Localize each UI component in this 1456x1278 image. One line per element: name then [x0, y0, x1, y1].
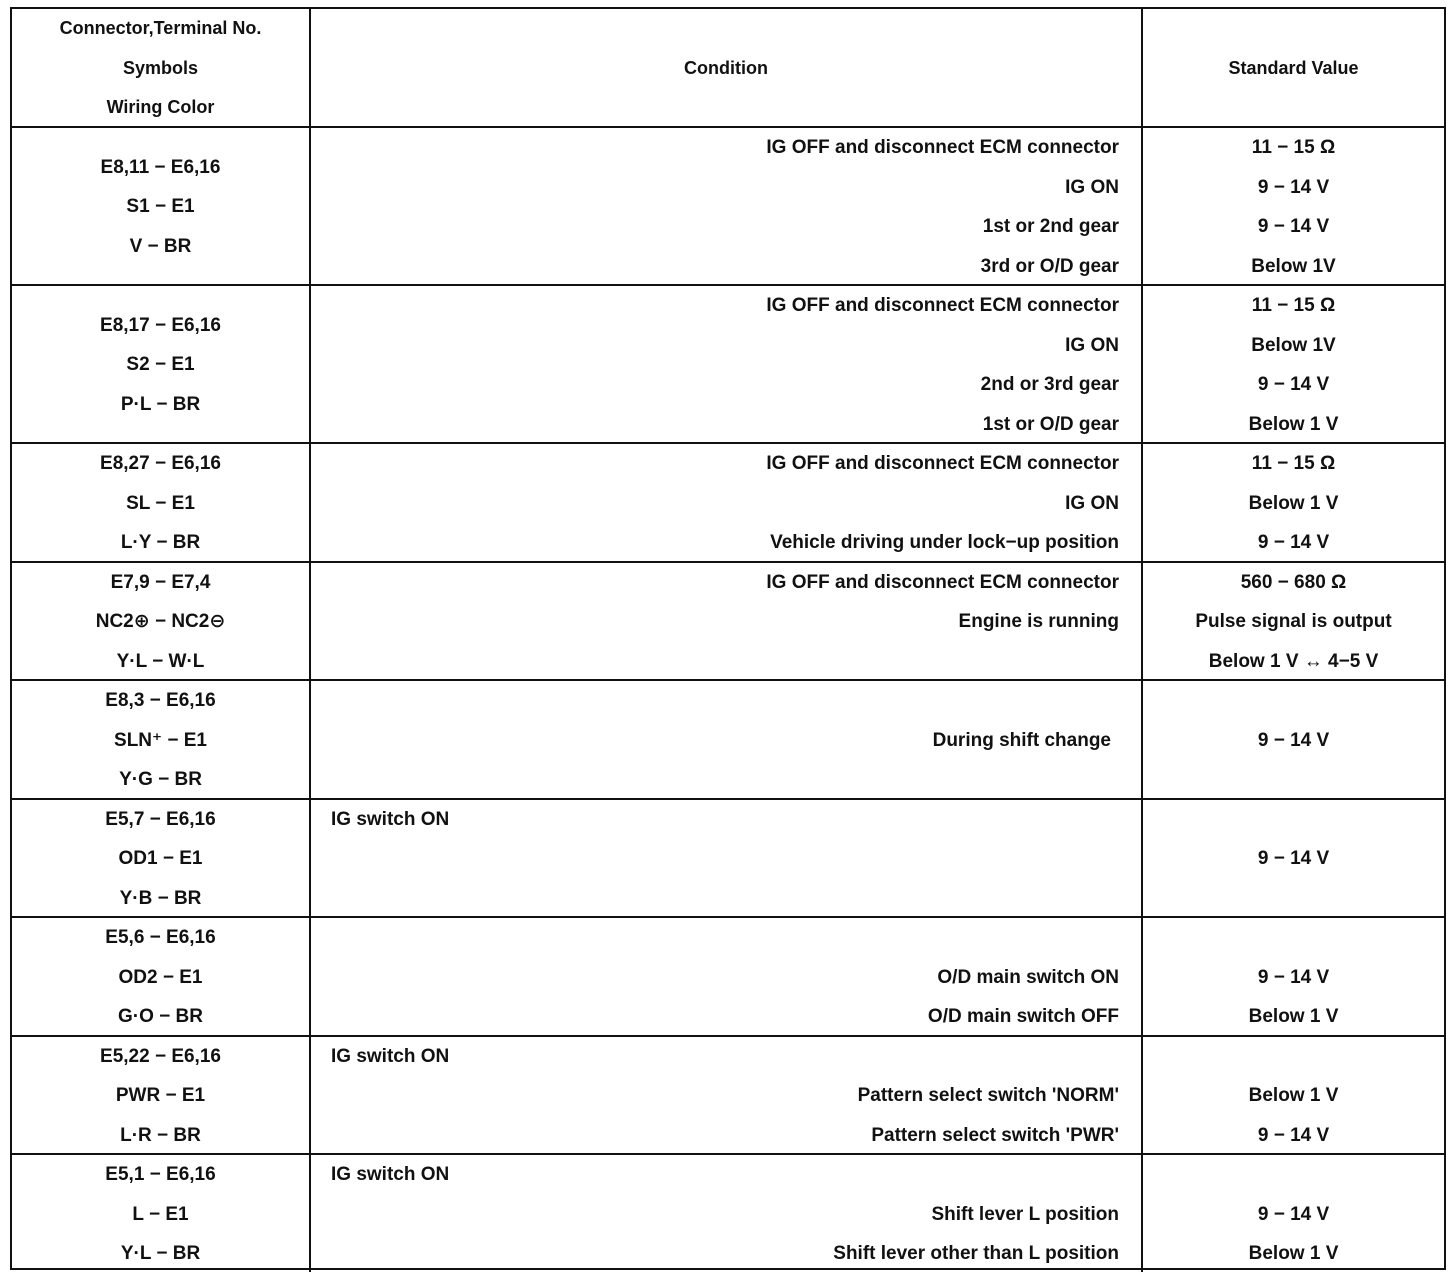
table-row [12, 681, 1444, 800]
standard-value-cell [1143, 918, 1444, 1035]
standard-value: Below 1V [1251, 334, 1336, 356]
standard-value-cell [1143, 800, 1444, 917]
condition-text: IG OFF and disconnect ECM connector [766, 453, 1119, 474]
condition-text: O/D main switch OFF [927, 1006, 1119, 1027]
table-row [12, 286, 1444, 444]
table-row [12, 563, 1444, 682]
condition-cell [311, 444, 1143, 561]
terminal-symbol: NC2⊕ − NC2⊖ [95, 611, 226, 632]
wiring-color: Y·L − BR [120, 1243, 201, 1264]
standard-value: 9 − 14 V [1257, 1203, 1330, 1225]
standard-value: 11 − 15 Ω [1251, 453, 1336, 474]
condition-text: IG switch ON [331, 1164, 450, 1185]
terminal-cell [12, 286, 311, 442]
standard-value: Below 1 V [1248, 413, 1339, 435]
table-row [12, 1155, 1444, 1272]
condition-text: IG OFF and disconnect ECM connector [766, 137, 1119, 158]
condition-text: IG ON [1065, 492, 1119, 514]
header-condition-label: Condition [684, 57, 768, 78]
terminal-symbol: OD2 − E1 [118, 966, 203, 988]
header-connector-label: Connector,Terminal No. [59, 18, 262, 38]
standard-value: Below 1 V [1248, 1243, 1339, 1264]
standard-value-cell [1143, 286, 1444, 442]
condition-cell [311, 1037, 1143, 1154]
terminal-cell [12, 681, 311, 798]
condition-cell [311, 128, 1143, 284]
condition-text: Vehicle driving under lock−up position [770, 532, 1119, 553]
condition-text: IG switch ON [331, 808, 450, 830]
standard-value-cell [1143, 1155, 1444, 1272]
standard-value-cell [1143, 681, 1444, 798]
condition-cell [311, 1155, 1143, 1272]
condition-text: Pattern select switch 'NORM' [857, 1085, 1119, 1106]
terminal-cell [12, 444, 311, 561]
wiring-color: L·R − BR [120, 1124, 201, 1146]
condition-text: 1st or O/D gear [982, 413, 1119, 435]
terminal-spec-table [10, 7, 1446, 1270]
terminal-no: E8,3 − E6,16 [105, 690, 216, 711]
header-standard-cell [1143, 9, 1444, 126]
condition-text: O/D main switch ON [937, 966, 1119, 988]
terminal-no: E8,27 − E6,16 [100, 453, 221, 474]
standard-value-cell [1143, 444, 1444, 561]
wiring-color: P·L − BR [120, 393, 201, 415]
terminal-no: E5,6 − E6,16 [105, 927, 216, 948]
standard-value: 560 − 680 Ω [1240, 571, 1347, 593]
condition-text: IG switch ON [331, 1045, 450, 1067]
standard-value: Below 1 V ↔ 4−5 V [1208, 650, 1379, 672]
standard-value: 9 − 14 V [1257, 374, 1330, 395]
header-connector-cell [12, 9, 311, 126]
condition-text: During shift change [932, 729, 1111, 751]
condition-text: IG ON [1065, 176, 1119, 198]
table-row [12, 128, 1444, 286]
condition-text: Pattern select switch 'PWR' [871, 1124, 1119, 1146]
header-condition-cell [311, 9, 1143, 126]
terminal-symbol: PWR − E1 [115, 1085, 206, 1106]
wiring-color: Y·G − BR [119, 769, 202, 790]
condition-cell [311, 800, 1143, 917]
table-header [12, 9, 1444, 128]
standard-value: 11 − 15 Ω [1251, 295, 1336, 316]
header-wiring-label: Wiring Color [106, 97, 215, 117]
terminal-symbol: SL − E1 [126, 492, 195, 514]
standard-value: 9 − 14 V [1257, 966, 1330, 988]
standard-value-cell [1143, 128, 1444, 284]
standard-value-cell [1143, 563, 1444, 680]
table-row [12, 800, 1444, 919]
condition-text: IG ON [1065, 334, 1119, 356]
condition-cell [311, 918, 1143, 1035]
terminal-cell [12, 800, 311, 917]
condition-text: 3rd or O/D gear [980, 255, 1119, 277]
terminal-symbol: S1 − E1 [126, 196, 195, 218]
terminal-no: E5,1 − E6,16 [105, 1164, 216, 1185]
header-standard-label: Standard Value [1228, 57, 1359, 78]
table-row [12, 444, 1444, 563]
wiring-color: L·Y − BR [120, 532, 201, 553]
table-row [12, 1037, 1444, 1156]
standard-value: Below 1V [1251, 255, 1336, 277]
table-row [12, 918, 1444, 1037]
wiring-color: G·O − BR [118, 1006, 203, 1027]
terminal-no: E7,9 − E7,4 [110, 571, 211, 593]
condition-text: 2nd or 3rd gear [980, 374, 1119, 395]
standard-value: Pulse signal is output [1195, 611, 1392, 632]
condition-cell [311, 286, 1143, 442]
terminal-cell [12, 1037, 311, 1154]
terminal-cell [12, 128, 311, 284]
wiring-color: Y·L − W·L [116, 650, 205, 672]
standard-value-cell [1143, 1037, 1444, 1154]
standard-value: Below 1 V [1248, 492, 1339, 514]
condition-text: 1st or 2nd gear [982, 216, 1119, 237]
terminal-symbol: SLN⁺ − E1 [114, 729, 207, 751]
wiring-color: V − BR [129, 235, 192, 257]
terminal-no: E8,17 − E6,16 [100, 314, 221, 336]
standard-value: 9 − 14 V [1257, 848, 1330, 869]
condition-text: IG OFF and disconnect ECM connector [766, 571, 1119, 593]
terminal-symbol: L − E1 [132, 1203, 189, 1225]
condition-text: IG OFF and disconnect ECM connector [766, 295, 1119, 316]
terminal-cell [12, 918, 311, 1035]
terminal-cell [12, 1155, 311, 1272]
standard-value: Below 1 V [1248, 1006, 1339, 1027]
condition-text: Engine is running [958, 611, 1119, 632]
standard-value: 9 − 14 V [1257, 729, 1330, 751]
header-symbols-label: Symbols [122, 57, 199, 78]
standard-value: 9 − 14 V [1257, 532, 1330, 553]
standard-value: 9 − 14 V [1257, 1124, 1330, 1146]
terminal-no: E8,11 − E6,16 [100, 156, 221, 178]
terminal-symbol: OD1 − E1 [118, 848, 203, 869]
terminal-no: E5,22 − E6,16 [100, 1045, 221, 1067]
condition-text: Shift lever L position [931, 1203, 1119, 1225]
terminal-cell [12, 563, 311, 680]
wiring-color: Y·B − BR [119, 887, 202, 909]
condition-cell [311, 563, 1143, 680]
terminal-symbol: S2 − E1 [126, 354, 195, 376]
terminal-no: E5,7 − E6,16 [105, 808, 216, 830]
standard-value: 9 − 14 V [1257, 216, 1330, 237]
condition-cell [311, 681, 1143, 798]
condition-text: Shift lever other than L position [833, 1243, 1119, 1264]
standard-value: 11 − 15 Ω [1251, 137, 1336, 158]
standard-value: 9 − 14 V [1257, 176, 1330, 198]
standard-value: Below 1 V [1248, 1085, 1339, 1106]
